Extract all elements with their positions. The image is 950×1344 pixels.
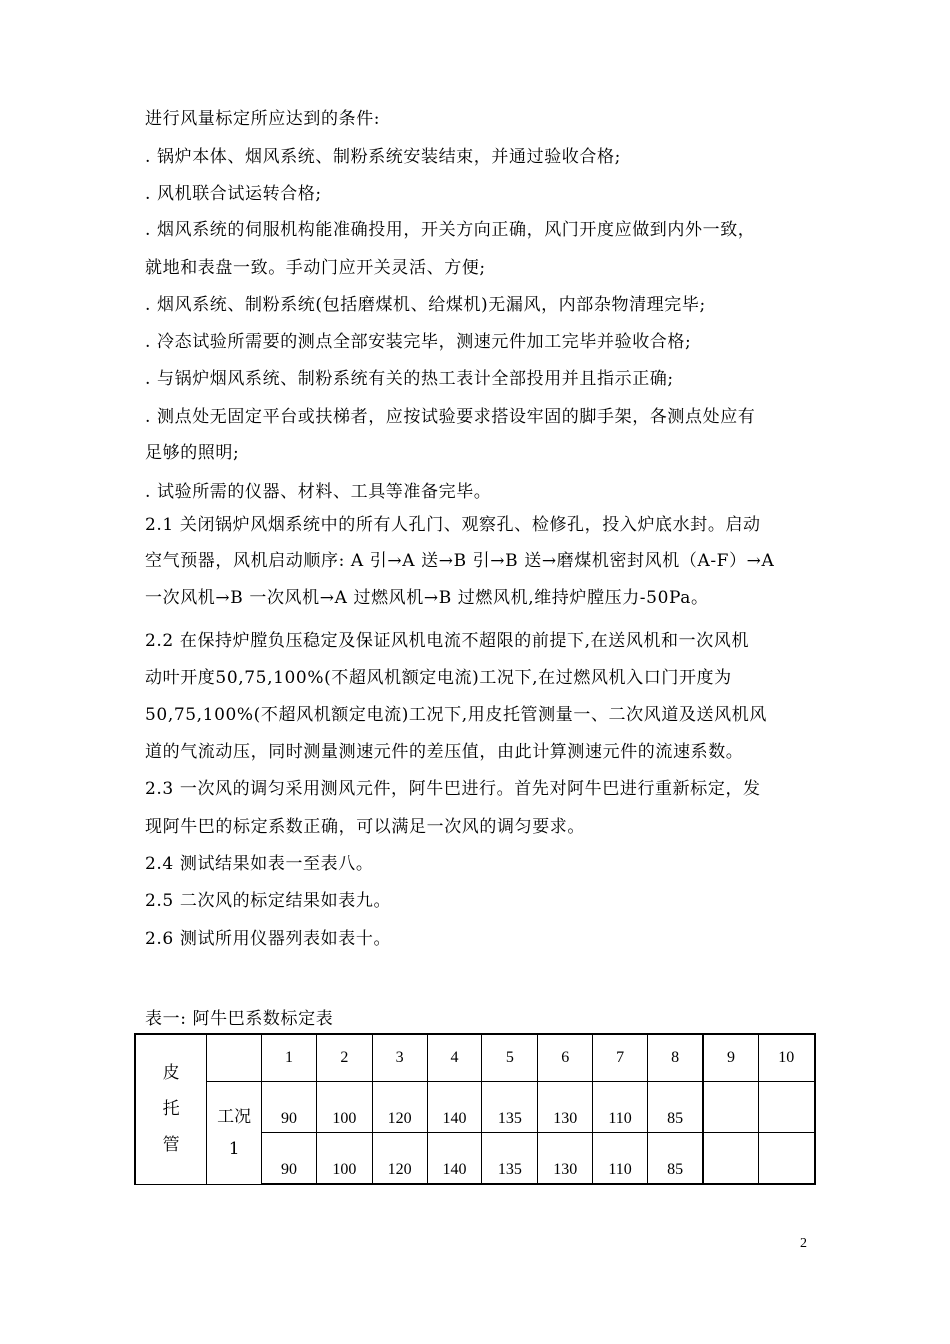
pitot-tube-label xyxy=(135,1034,207,1184)
table-header-cell: 5 xyxy=(482,1034,538,1082)
text-line: . 风机联合试运转合格; xyxy=(145,184,322,204)
table-cell: 130 xyxy=(538,1082,593,1133)
table-cell: 85 xyxy=(648,1082,704,1133)
text-line: 就地和表盘一致。手动门应开关灵活、方便; xyxy=(145,258,486,278)
table-header-cell: 9 xyxy=(703,1034,758,1082)
table-cell xyxy=(758,1082,815,1133)
text-line: 现阿牛巴的标定系数正确，可以满足一次风的调匀要求。 xyxy=(145,817,585,837)
table-header-cell: 6 xyxy=(538,1034,593,1082)
text-line: 50,75,100%(不超风机额定电流)工况下,用皮托管测量一、二次风道及送风机风 xyxy=(145,705,767,725)
text-line: . 与锅炉烟风系统、制粉系统有关的热工表计全部投用并且指示正确; xyxy=(145,369,674,389)
table-header-cell: 2 xyxy=(316,1034,372,1082)
text-line: 2.5 二次风的标定结果如表九。 xyxy=(145,891,392,911)
table-cell: 85 xyxy=(648,1133,704,1185)
side-label-char: 托 xyxy=(162,1099,180,1120)
text-line: 道的气流动压，同时测量测速元件的差压值，由此计算测速元件的流速系数。 xyxy=(145,742,744,762)
text-line: . 测点处无固定平台或扶梯者，应按试验要求搭设牢固的脚手架，各测点处应有 xyxy=(145,407,756,427)
text-line: 进行风量标定所应达到的条件: xyxy=(145,109,381,129)
condition-label-text: 工况 xyxy=(217,1106,252,1127)
table-cell: 100 xyxy=(316,1133,372,1185)
text-line: . 烟风系统的伺服机构能准确投用，开关方向正确，风门开度应做到内外一致， xyxy=(145,220,756,240)
table-caption: 表一: 阿牛巴系数标定表 xyxy=(145,1009,334,1029)
condition-label-number: 1 xyxy=(228,1138,240,1159)
text-line: 动叶开度50,75,100%(不超风机额定电流)工况下,在过燃风机入口门开度为 xyxy=(145,668,732,688)
page-number: 2 xyxy=(800,1236,807,1251)
text-line: . 锅炉本体、烟风系统、制粉系统安装结束，并通过验收合格; xyxy=(145,147,621,167)
table-header-cell: 4 xyxy=(427,1034,482,1082)
table-cell: 110 xyxy=(593,1133,648,1185)
table-cell: 90 xyxy=(262,1133,317,1185)
text-line: 足够的照明; xyxy=(145,443,240,463)
text-line: . 试验所需的仪器、材料、工具等准备完毕。 xyxy=(145,482,492,502)
text-line: 2.3 一次风的调匀采用测风元件，阿牛巴进行。首先对阿牛巴进行重新标定，发 xyxy=(145,779,761,799)
table-cell: 140 xyxy=(427,1082,482,1133)
text-line: 一次风机→B 一次风机→A 过燃风机→B 过燃风机,维持炉膛压力-50Pa。 xyxy=(145,588,709,608)
table-cell: 100 xyxy=(316,1082,372,1133)
table-cell: 130 xyxy=(538,1133,593,1185)
table-cell xyxy=(703,1082,758,1133)
table-row xyxy=(135,1082,815,1133)
table-header-cell: 10 xyxy=(758,1034,815,1082)
table-cell: 120 xyxy=(372,1082,427,1133)
text-line: . 烟风系统、制粉系统(包括磨煤机、给煤机)无漏风，内部杂物清理完毕; xyxy=(145,295,706,315)
table-cell: 90 xyxy=(262,1082,317,1133)
text-line: 2.4 测试结果如表一至表八。 xyxy=(145,854,374,874)
table-cell xyxy=(758,1133,815,1185)
side-label-char: 皮 xyxy=(162,1063,180,1084)
text-line: 2.1 关闭锅炉风烟系统中的所有人孔门、观察孔、检修孔，投入炉底水封。启动 xyxy=(145,515,761,535)
table-header-row xyxy=(135,1034,815,1082)
table-cell: 135 xyxy=(482,1082,538,1133)
table-header-cell: 8 xyxy=(648,1034,704,1082)
table-cell xyxy=(207,1034,262,1082)
side-label-char: 管 xyxy=(162,1135,180,1156)
table-cell: 120 xyxy=(372,1133,427,1185)
table-cell xyxy=(703,1133,758,1185)
calibration-table xyxy=(134,1033,816,1185)
text-line: . 冷态试验所需要的测点全部安装完毕，测速元件加工完毕并验收合格; xyxy=(145,332,692,352)
table-header-cell: 1 xyxy=(262,1034,317,1082)
table-cell: 140 xyxy=(427,1133,482,1185)
table-header-cell: 3 xyxy=(372,1034,427,1082)
text-line: 2.6 测试所用仪器列表如表十。 xyxy=(145,929,392,949)
table-header-cell: 7 xyxy=(593,1034,648,1082)
text-line: 空气预器，风机启动顺序: A 引→A 送→B 引→B 送→磨煤机密封风机（A-F）→A xyxy=(145,551,775,571)
condition-label xyxy=(207,1082,262,1185)
text-line: 2.2 在保持炉膛负压稳定及保证风机电流不超限的前提下,在送风机和一次风机 xyxy=(145,631,750,651)
table-cell: 110 xyxy=(593,1082,648,1133)
table-cell: 135 xyxy=(482,1133,538,1185)
